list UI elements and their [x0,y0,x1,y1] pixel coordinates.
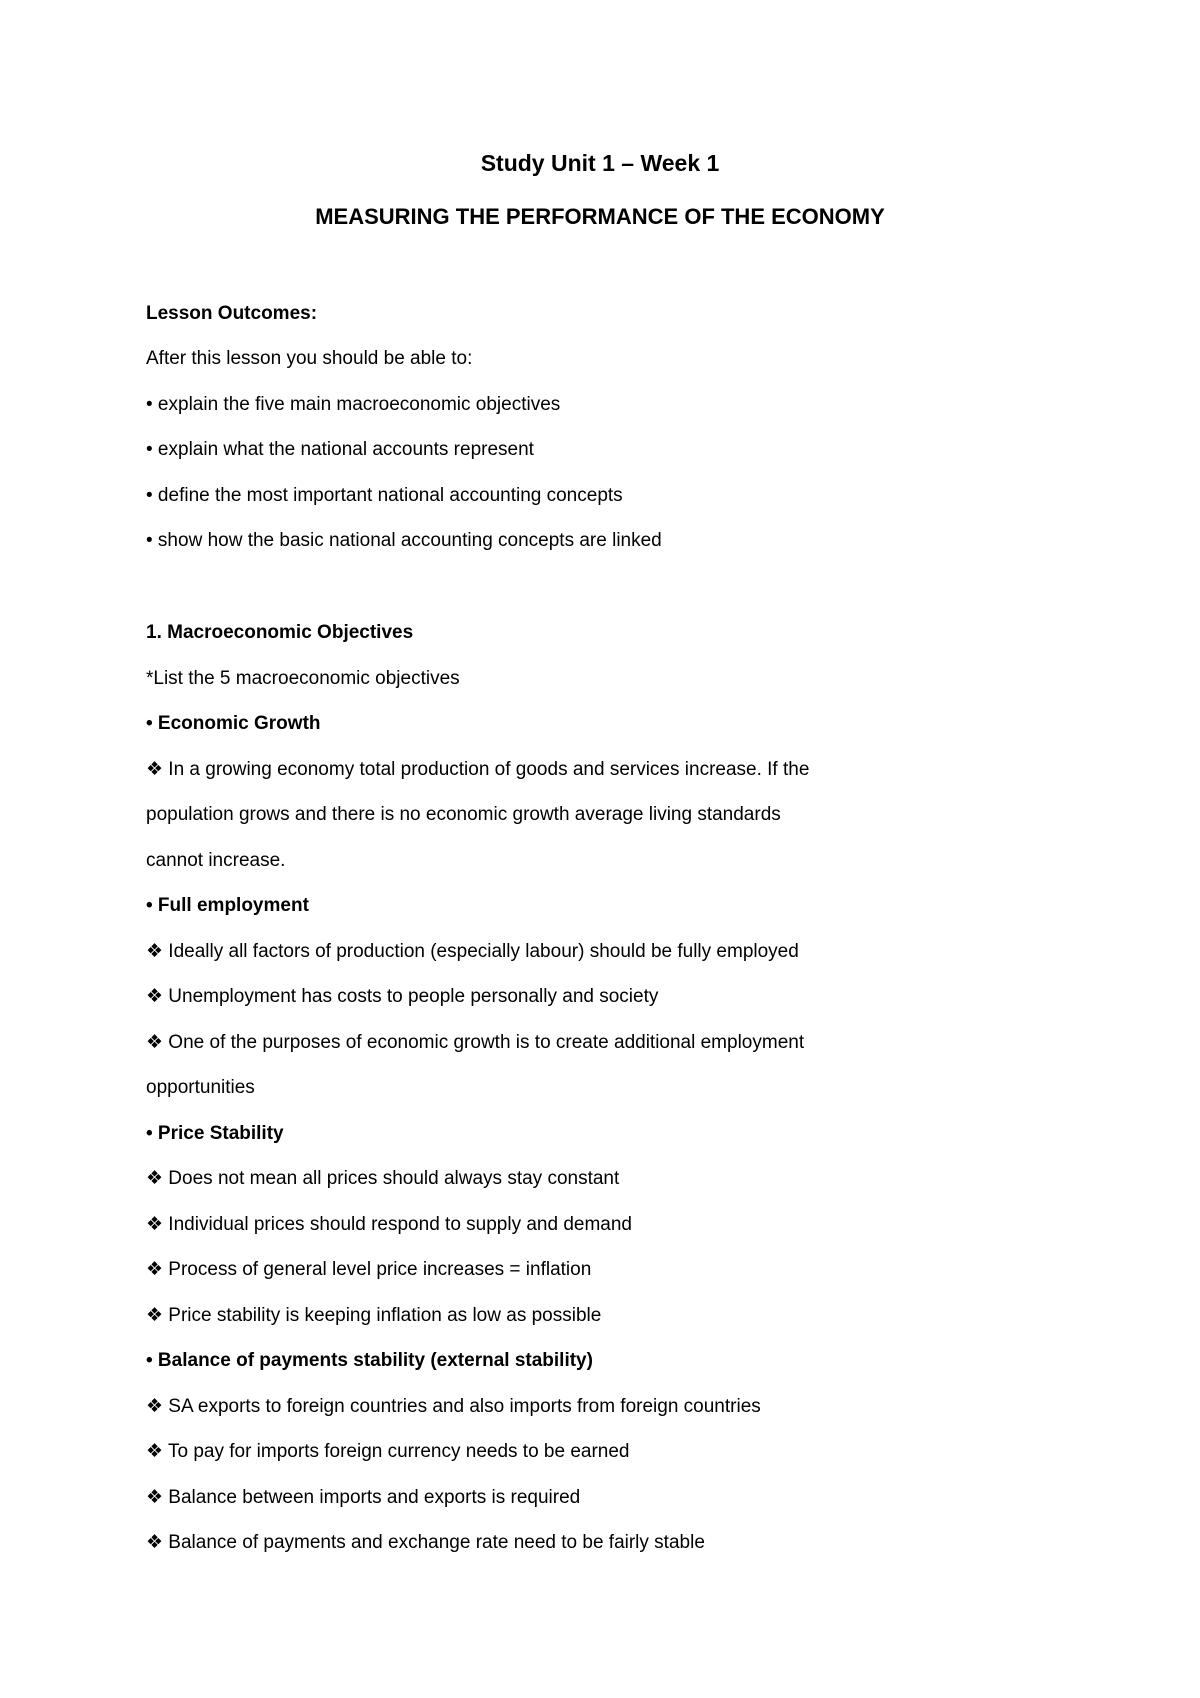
outcome-item: • define the most important national accounting concepts [146,485,623,506]
outcomes-heading: Lesson Outcomes: [146,303,318,324]
objective-line: ❖ Process of general level price increases = inflation [146,1259,592,1280]
objective-heading-bop: • Balance of payments stability (external stability) [146,1350,593,1371]
page-title: Study Unit 1 – Week 1 [480,150,720,176]
objective-line: ❖ Individual prices should respond to supply and demand [146,1214,633,1235]
section-note: *List the 5 macroeconomic objectives [146,668,460,689]
objective-line: ❖ Balance of payments and exchange rate need to be fairly stable [146,1532,705,1553]
objective-line: ❖ One of the purposes of economic growth is to create additional employment [146,1032,805,1053]
objective-line: cannot increase. [146,850,286,871]
objective-line: ❖ SA exports to foreign countries and also imports from foreign countries [146,1396,761,1417]
objective-heading-price: • Price Stability [146,1123,284,1144]
objective-line: ❖ To pay for imports foreign currency needs to be earned [146,1441,630,1462]
objective-line: ❖ In a growing economy total production of goods and services increase. If the [146,759,810,780]
outcome-item: • show how the basic national accounting concepts are linked [146,530,662,551]
objective-heading-employment: • Full employment [146,895,309,916]
objective-line: ❖ Price stability is keeping inflation as low as possible [146,1305,602,1326]
objective-heading-growth: • Economic Growth [146,713,321,734]
page-subtitle: MEASURING THE PERFORMANCE OF THE ECONOMY [315,204,885,229]
objective-line: ❖ Unemployment has costs to people personally and society [146,986,659,1007]
outcomes-intro: After this lesson you should be able to: [146,348,473,369]
outcome-item: • explain the five main macroeconomic objectives [146,394,561,415]
section-heading: 1. Macroeconomic Objectives [146,622,414,643]
objective-line: ❖ Balance between imports and exports is required [146,1487,581,1508]
objective-line: population grows and there is no economic growth average living standards [146,804,781,825]
objective-line: opportunities [146,1077,255,1098]
outcome-item: • explain what the national accounts represent [146,439,534,460]
objective-line: ❖ Does not mean all prices should always stay constant [146,1168,620,1189]
objective-line: ❖ Ideally all factors of production (especially labour) should be fully employed [146,941,799,962]
